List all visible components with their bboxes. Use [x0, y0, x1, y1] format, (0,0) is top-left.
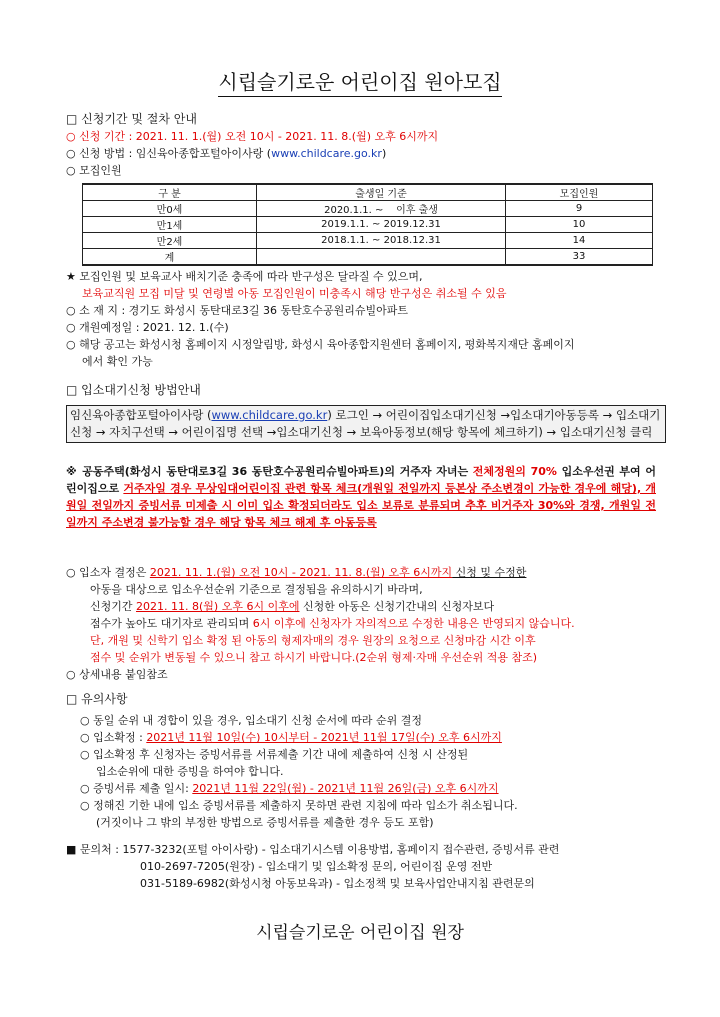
contact-line-2: 010-2697-7205(원장) - 입소대기 및 입소확정 문의, 어린이집 운영 전반: [140, 860, 493, 873]
section-apply-heading: □ 신청기간 및 절차 안내: [66, 112, 197, 126]
note-cancel-warning: 보육교직원 모집 미달 및 연령별 아동 모집인원이 미충족시 해당 반구성은 취소될 수 있음: [82, 287, 507, 300]
page-title: 시립슬기로운 어린이집 원아모집: [0, 66, 720, 95]
decision-line-4: 점수가 높아도 대기자로 관리되며 6시 이후에 신청자가 자의적으로 수정한 내용은 반영되지 않습니다.: [90, 617, 575, 630]
col-header-birth: 출생일 기준: [257, 184, 506, 201]
childcare-link[interactable]: www.childcare.go.kr: [211, 408, 328, 422]
publication-line-cont: 에서 확인 가능: [82, 355, 153, 368]
note-class-composition: ★ 모집인원 및 보육교사 배치기준 충족에 따라 반구성은 달라질 수 있으며,: [66, 270, 423, 283]
section-waitlist-heading: □ 입소대기신청 방법안내: [66, 383, 201, 397]
table-row: 만0세 2020.1.1. ~ 이후 출생 9: [83, 201, 653, 217]
caution-proof-1: ○ 입소확정 후 신청자는 증빙서류를 서류제출 기간 내에 제출하여 신청 시 산정된: [80, 748, 469, 761]
childcare-link[interactable]: www.childcare.go.kr: [271, 147, 382, 160]
decision-line-6: 점수 및 순위가 변동될 수 있으니 참고 하시기 바랍니다.(2순위 형제·자매 우선순위 적용 참조): [90, 651, 538, 664]
publication-line: ○ 해당 공고는 화성시청 홈페이지 시정알림방, 화성시 육아종합지원센터 홈페이지, 평화복지재단 홈페이지: [66, 338, 575, 351]
contact-line-3: 031-5189-6982(화성시청 아동보육과) - 입소정책 및 보육사업안내지침 관련문의: [140, 877, 535, 890]
decision-line-2: 아동을 대상으로 입소우선순위 기준으로 결정됨을 유의하시기 바라며,: [90, 583, 423, 596]
caution-fraud-note: (거짓이나 그 밖의 부정한 방법으로 증빙서류를 제출한 경우 등도 포함): [96, 816, 434, 829]
recruit-label: ○ 모집인원: [66, 164, 122, 177]
col-header-class: 구 분: [83, 184, 257, 201]
signature-director: 시립슬기로운 어린이집 원장: [256, 923, 464, 943]
apply-method: ○ 신청 방법 : 임신육아종합포털아이사랑 (www.childcare.go.kr): [66, 147, 387, 160]
details-attached: ○ 상세내용 붙임참조: [66, 668, 168, 681]
col-header-count: 모집인원: [506, 184, 653, 201]
section-caution-heading: □ 유의사항: [66, 692, 128, 706]
caution-confirm-period: ○ 입소확정 : 2021년 11월 10일(수) 10시부터 ‐ 2021년 11월 17일(수) 오후 6시까지: [80, 731, 502, 744]
decision-line-1: ○ 입소자 결정은 2021. 11. 1.(월) 오전 10시 ‐ 2021. 11. 8.(월) 오후 6시까지 신청 및 수정한: [66, 566, 527, 579]
decision-line-3: 신청기간 2021. 11. 8(월) 오후 6시 이후에 신청한 아동은 신청기간내의 신청자보다: [90, 600, 495, 613]
waitlist-procedure-box: 임신육아종합포털아이사랑 (www.childcare.go.kr) 로그인 → 어린이집입소대기신청 →입소대기아동등록 → 입소대기 신청 → 자치구선택 → 어린이집명 선택 →입소대기신청 → 보육아동정보(해당 항목에 체크하기) → 입소대기신청 클릭: [66, 405, 666, 443]
contact-line-1: ■ 문의처 : 1577-3232(포털 아이사랑) - 입소대기시스템 이용방법, 홈페이지 접수관련, 증빙서류 관련: [66, 843, 560, 856]
table-row: 만1세 2019.1.1. ~ 2019.12.31 10: [83, 217, 653, 233]
table-total-row: 계 33: [83, 249, 653, 266]
caution-proof-2: 입소순위에 대한 증빙을 하여야 합니다.: [96, 765, 284, 778]
decision-line-5: 단, 개원 및 신학기 입소 확정 된 아동의 형제자매의 경우 원장의 요청으로 신청마감 시간 이후: [90, 634, 536, 647]
apply-period: ○ 신청 기간 : 2021. 11. 1.(월) 오전 10시 ‐ 2021. 11. 8.(월) 오후 6시까지: [66, 130, 439, 143]
caution-submit-period: ○ 증빙서류 제출 일시: 2021년 11월 22일(월) ‐ 2021년 11월 26일(금) 오후 6시까지: [80, 782, 499, 795]
recruitment-table: [82, 183, 653, 266]
opening-date: ○ 개원예정일 : 2021. 12. 1.(수): [66, 321, 229, 334]
caution-tie-rule: ○ 동일 순위 내 경합이 있을 경우, 입소대기 신청 순서에 따라 순위 결정: [80, 714, 422, 727]
table-header-row: [83, 184, 653, 201]
resident-priority-notice: ※ 공동주택(화성시 동탄대로3길 36 동탄호수공원리슈빌아파트)의 거주자 자녀는 전체정원의 70% 입소우선권 부여 어린이집으로 거주자일 경우 무상임대어린이집 관련 항목 체크(개원일 전일까지 등본상 주소변경이 가능한 경우에 해당), 개원일 전일까지 증빙서류 미제출 시 이미 입소 확정되더라도 입소 보류로 분류되며 추후 비거주자 30%와 경쟁, 개원일 전일까지 주소변경 불가능할 경우 해당 항목 체크 해제 후 아동등록: [66, 465, 656, 529]
address-line: ○ 소 재 지 : 경기도 화성시 동탄대로3길 36 동탄호수공원리슈빌아파트: [66, 304, 409, 317]
table-row: 만2세 2018.1.1. ~ 2018.12.31 14: [83, 233, 653, 249]
caution-cancel-rule: ○ 정해진 기한 내에 입소 증빙서류를 제출하지 못하면 관련 지침에 따라 입소가 취소됩니다.: [80, 799, 518, 812]
